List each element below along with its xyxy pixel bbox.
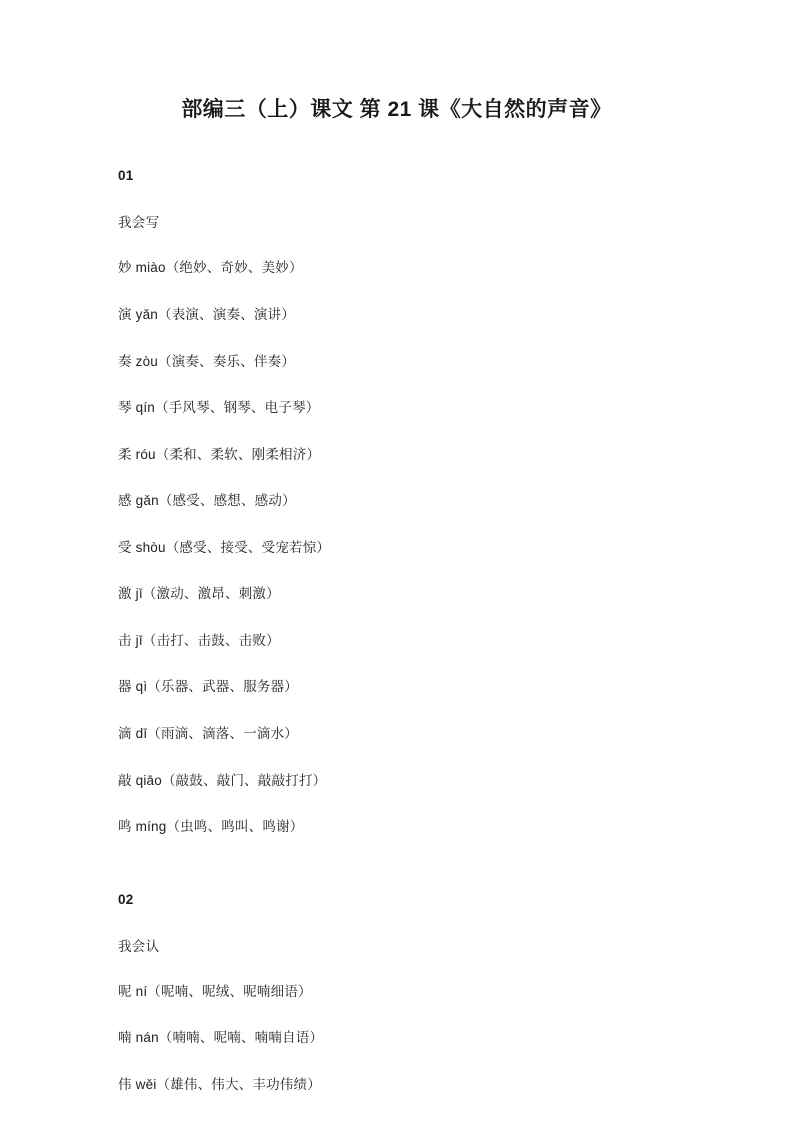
list-item: 奏 zòu（演奏、奏乐、伴奏） xyxy=(118,353,296,369)
list-item: 喃 nán（喃喃、呢喃、喃喃自语） xyxy=(118,1030,324,1046)
list-item: 敲 qiāo（敲鼓、敲门、敲敲打打） xyxy=(118,772,327,788)
section-number: 02 xyxy=(118,891,134,907)
section-01 xyxy=(118,168,675,836)
list-item: 感 gǎn（感受、感想、感动） xyxy=(118,493,296,509)
list-item: 演 yǎn（表演、演奏、演讲） xyxy=(118,306,296,322)
list-item: 击 jī（击打、击鼓、击败） xyxy=(118,632,280,648)
list-item: 妙 miào（绝妙、奇妙、美妙） xyxy=(118,260,303,276)
section-subtitle: 我会写 xyxy=(118,215,160,231)
list-item: 滴 dī（雨滴、滴落、一滴水） xyxy=(118,726,299,742)
list-item: 鸣 míng（虫鸣、鸣叫、鸣谢） xyxy=(118,819,304,835)
list-item: 伟 wěi（雄伟、伟大、丰功伟绩） xyxy=(118,1076,321,1092)
section-number: 01 xyxy=(118,168,134,184)
page-title: 部编三（上）课文 第 21 课《大自然的声音》 xyxy=(181,98,612,121)
list-item: 呢 ní（呢喃、呢绒、呢喃细语） xyxy=(118,983,312,999)
list-item: 琴 qín（手风琴、钢琴、电子琴） xyxy=(118,400,320,416)
section-subtitle: 我会认 xyxy=(118,938,160,954)
list-item: 柔 róu（柔和、柔软、刚柔相济） xyxy=(118,446,321,462)
list-item: 受 shòu（感受、接受、受宠若惊） xyxy=(118,539,331,555)
section-02 xyxy=(118,892,675,1095)
list-item: 激 jī（激动、激昂、刺激） xyxy=(118,586,280,602)
section-divider xyxy=(118,837,675,892)
list-item: 器 qì（乐器、武器、服务器） xyxy=(118,679,299,695)
